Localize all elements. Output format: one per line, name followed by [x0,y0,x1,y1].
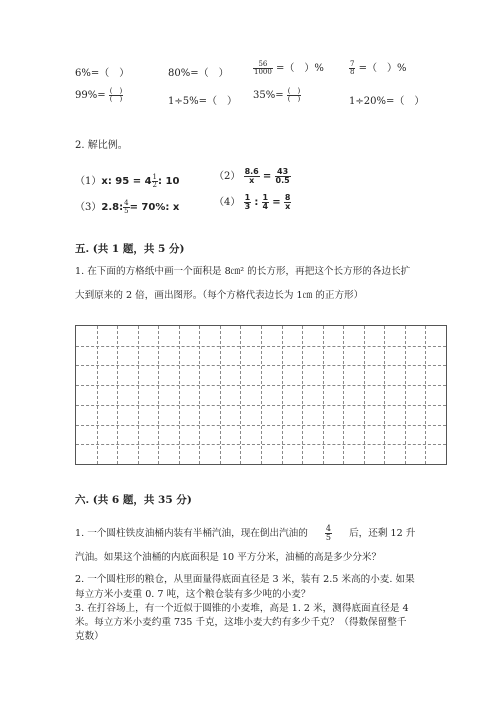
section-6-q3-line1: 3. 在打谷场上，有一个近似于圆锥的小麦堆，高是 1. 2 米，测得底面直径是 4 [75,603,409,614]
question-2-title: 2. 解比例。 [75,140,128,151]
fraction-43-0.5: $\frac{43}{0.5}$ [275,167,290,185]
fraction-1-4: $\frac{1}{4}$ [262,193,269,211]
proportion-1: （1）x: 95 = 4 $\frac{1}{2}$ : 10 [75,173,180,189]
section-6-q1-line1: 1. 一个圆柱铁皮油桶内装有半桶汽油，现在倒出汽油的 $\frac{4}{5}$ 后，还剩 12 升 [75,524,416,542]
section-6-q2-line2: 每立方米小麦重 0. 7 吨，这个粮仓装有多少吨的小麦？ [75,589,311,600]
section-5-q1-line1: 1. 在下面的方格纸中画一个面积是 8㎝² 的长方形，再把这个长方形的各边长扩 [75,266,411,277]
calc-2-3: 35%= $\frac{( )}{( )}$ [253,87,301,103]
grid-line-horizontal [76,405,446,406]
proportion-3: （3）2.8: $\frac{4}{5}$ = 70%: x [75,199,180,215]
proportion-2: （2） $\frac{8.6}{x}$ = $\frac{43}{0.5}$ [214,167,290,185]
fraction-4-5: $\frac{4}{5}$ [124,199,129,215]
calc-2-1: 99%= $\frac{( )}{( )}$ [75,87,123,103]
section-6-q2-line1: 2. 一个圆柱形的粮仓，从里面量得底面直径是 3 米，装有 2.5 米高的小麦. 如果 [75,574,415,585]
fraction-1-2: $\frac{1}{2}$ [152,173,157,189]
calc-2-2: 1÷5%=（ ） [168,96,237,107]
grid-line-horizontal [76,365,446,366]
calc-1-2: 80%=（ ） [168,68,229,79]
section-5-heading: 五. (共 1 题，共 5 分) [75,243,185,255]
fraction-1-3: $\frac{1}{3}$ [244,193,251,211]
grid-line-horizontal [76,385,446,386]
grid-line-horizontal [76,444,446,445]
section-6-q1-line2: 汽油。如果这个油桶的内底面积是 10 平方分米，油桶的高是多少分米？ [75,552,382,563]
grid-line-horizontal [76,425,446,426]
section-6-q3-line2: 米。每立方米小麦约重 735 千克，这堆小麦大约有多少千克？（得数保留整千 [75,617,407,628]
drawing-grid[interactable] [75,325,447,465]
fraction-56-1000: $\frac{56}{1000}$ [254,60,272,76]
proportion-4: （4） $\frac{1}{3}$ : $\frac{1}{4}$ = $\frac{8}{x}$ [214,193,291,211]
fraction-8-x: $\frac{8}{x}$ [284,193,291,211]
blank-fraction: $\frac{( )}{( )}$ [109,87,123,103]
blank-fraction: $\frac{( )}{( )}$ [287,87,301,103]
calc-1-3: $\frac{56}{1000}$ =（ ）% [254,60,324,76]
section-6-q3-line3: 克数） [75,631,104,642]
calc-1-1: 6%=（ ） [75,68,130,79]
fraction-4-5: $\frac{4}{5}$ [325,524,332,542]
grid-line-horizontal [76,346,446,347]
section-5-q1-line2: 大到原来的 2 倍，画出图形。（每个方格代表边长为 1㎝ 的正方形） [75,290,364,301]
fraction-7-8: $\frac{7}{8}$ [350,60,355,76]
calc-1-4: $\frac{7}{8}$ =（ ）% [350,60,407,76]
section-6-heading: 六. (共 6 题，共 35 分) [75,494,192,506]
calc-2-4: 1÷20%=（ ） [349,96,425,107]
fraction-8.6-x: $\frac{8.6}{x}$ [244,167,259,185]
